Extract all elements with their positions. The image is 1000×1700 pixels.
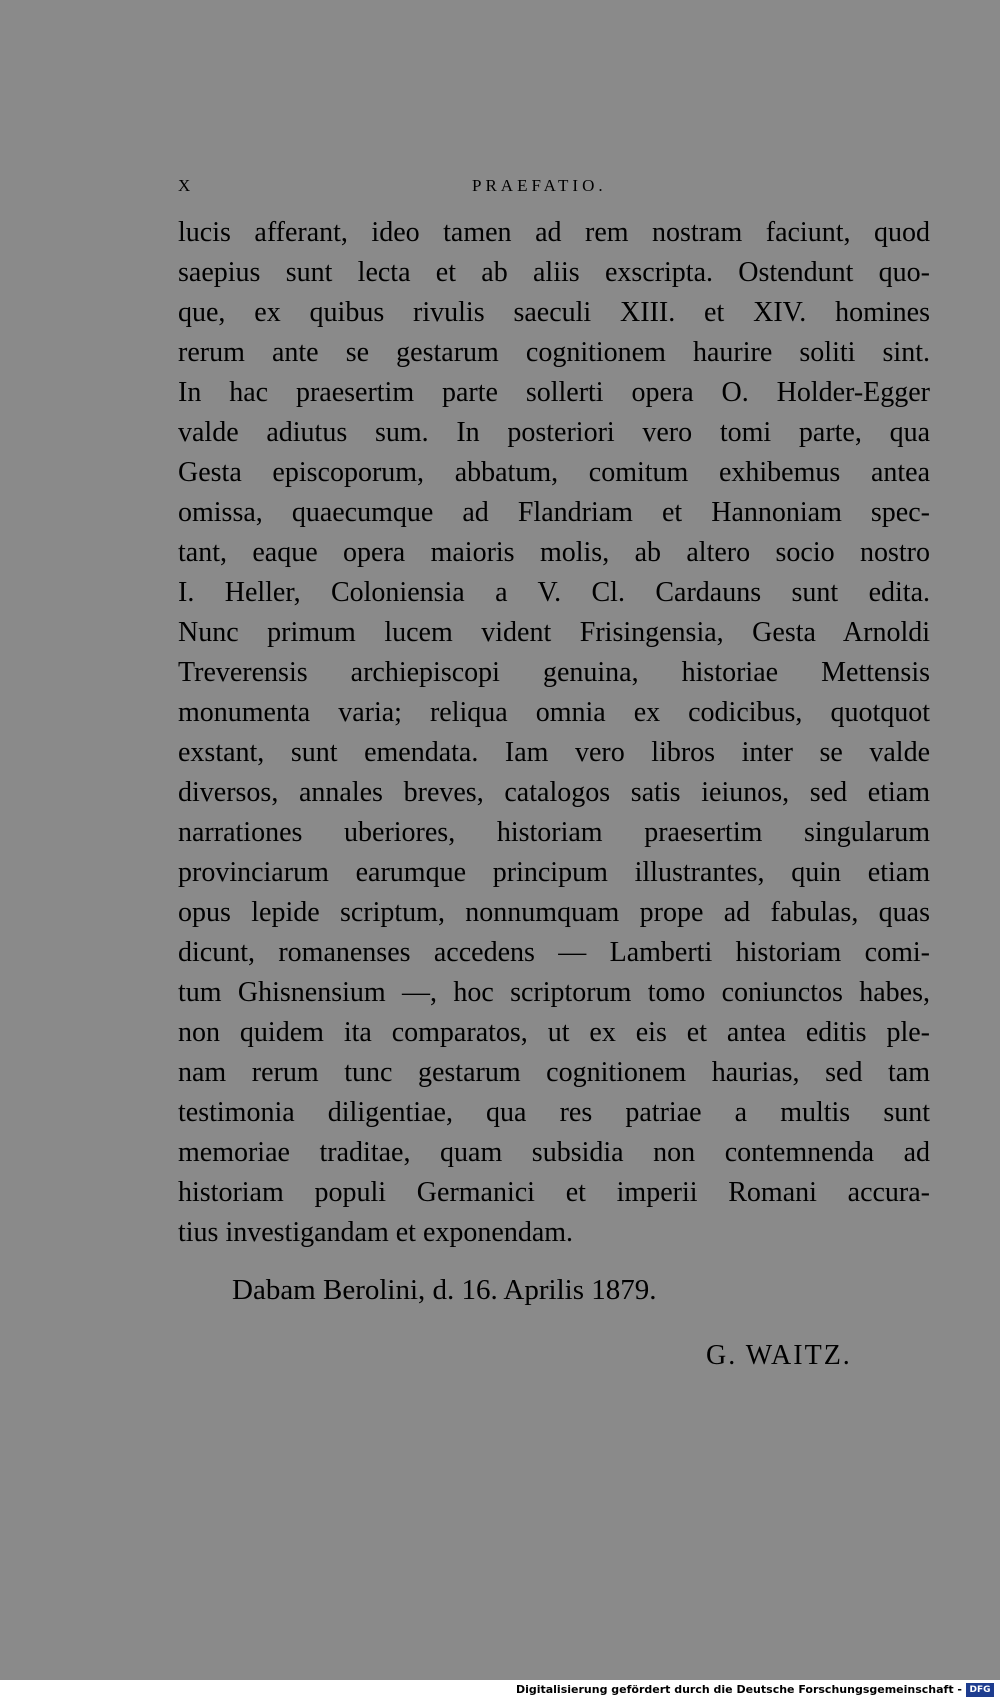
- dfg-logo[interactable]: DFG: [966, 1683, 994, 1697]
- body-line: narrationes uberiores, historiam praesertim singularum: [178, 817, 930, 848]
- body-line: I. Heller, Coloniensia a V. Cl. Cardauns sunt edita.: [178, 577, 930, 608]
- dateline: Dabam Berolini, d. 16. Aprilis 1879.: [232, 1274, 657, 1306]
- body-line: opus lepide scriptum, nonnumquam prope ad fabulas, quas: [178, 897, 930, 928]
- body-line: que, ex quibus rivulis saeculi XIII. et XIV. homines: [178, 297, 930, 328]
- body-line: In hac praesertim parte sollerti opera O. Holder-Egger: [178, 377, 930, 408]
- body-line: monumenta varia; reliqua omnia ex codicibus, quotquot: [178, 697, 930, 728]
- body-text: [178, 213, 930, 1253]
- body-line: Treverensis archiepiscopi genuina, historiae Mettensis: [178, 657, 930, 688]
- body-line: Gesta episcoporum, abbatum, comitum exhibemus antea: [178, 457, 930, 488]
- page-number: X: [178, 176, 195, 195]
- body-line: dicunt, romanenses accedens — Lamberti historiam comi-: [178, 937, 930, 968]
- footer-credit: Digitalisierung gefördert durch die Deutsche Forschungsgemeinschaft -: [515, 1683, 962, 1696]
- body-line: memoriae traditae, quam subsidia non contemnenda ad: [178, 1137, 930, 1168]
- body-line: Nunc primum lucem vident Frisingensia, Gesta Arnoldi: [178, 617, 930, 648]
- body-line: valde adiutus sum. In posteriori vero tomi parte, qua: [178, 417, 930, 448]
- body-line: testimonia diligentiae, qua res patriae a multis sunt: [178, 1097, 930, 1128]
- body-line: tum Ghisnensium —, hoc scriptorum tomo coniunctos habes,: [178, 977, 930, 1008]
- body-line: exstant, sunt emendata. Iam vero libros inter se valde: [178, 737, 930, 768]
- body-line: tant, eaque opera maioris molis, ab altero socio nostro: [178, 537, 930, 568]
- body-line: lucis afferant, ideo tamen ad rem nostram faciunt, quod: [178, 217, 930, 248]
- signature: G. WAITZ.: [706, 1340, 852, 1371]
- body-line: omissa, quaecumque ad Flandriam et Hannoniam spec-: [178, 497, 930, 528]
- body-line: diversos, annales breves, catalogos satis ieiunos, sed etiam: [178, 777, 930, 808]
- body-line: non quidem ita comparatos, ut ex eis et antea editis ple-: [178, 1017, 930, 1048]
- running-head: [178, 176, 930, 200]
- body-line: historiam populi Germanici et imperii Romani accura-: [178, 1177, 930, 1208]
- page-heading: PRAEFATIO.: [472, 176, 607, 195]
- body-line: saepius sunt lecta et ab aliis exscripta. Ostendunt quo-: [178, 257, 930, 288]
- body-line: provinciarum earumque principum illustrantes, quin etiam: [178, 857, 930, 888]
- body-line: rerum ante se gestarum cognitionem haurire soliti sint.: [178, 337, 930, 368]
- body-line-last: tius investigandam et exponendam.: [178, 1217, 574, 1248]
- body-line: nam rerum tunc gestarum cognitionem haurias, sed tam: [178, 1057, 930, 1088]
